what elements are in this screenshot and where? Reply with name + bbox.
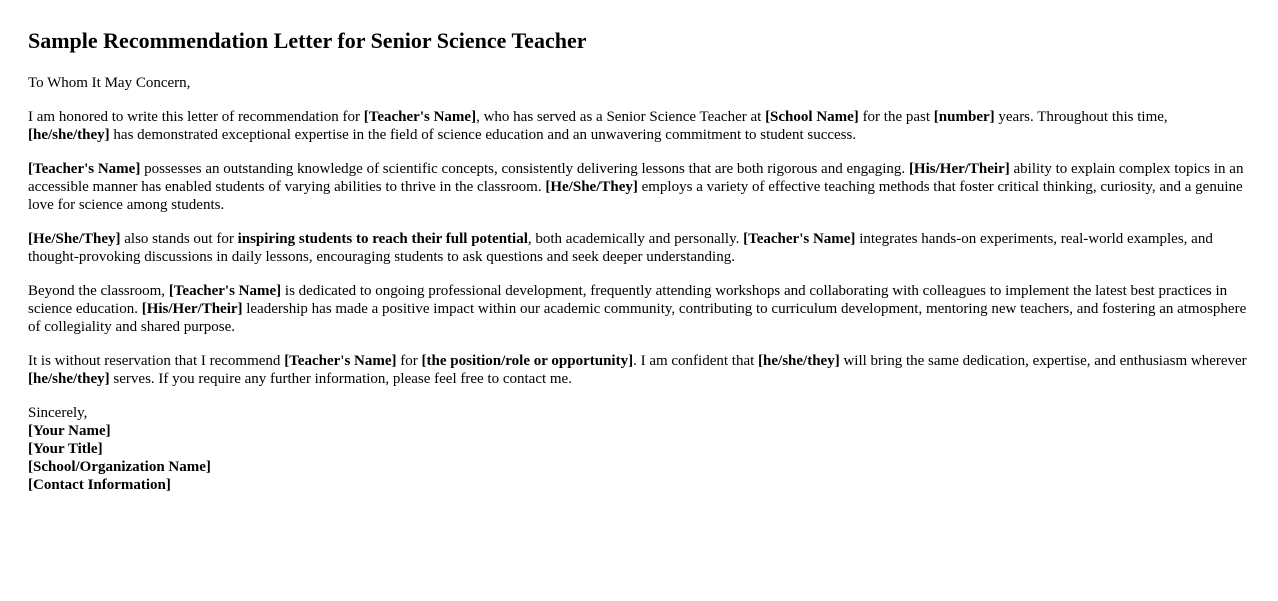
- body-text: is dedicated to ongoing professional development, frequently attending workshops and collaborating with colleagues to implement the latest best practices in science education.: [28, 283, 1228, 317]
- signer-name: [Your Name]: [28, 423, 111, 439]
- placeholder-text: [His/Her/Their]: [141, 301, 243, 317]
- body-text: has demonstrated exceptional expertise in the field of science education and an unwavering commitment to student success.: [109, 127, 857, 143]
- body-text: It is without reservation that I recommend: [28, 353, 285, 369]
- signer-organization: [School/Organization Name]: [28, 459, 211, 475]
- salutation: To Whom It May Concern,: [28, 75, 191, 91]
- body-text: . I am confident that: [633, 353, 759, 369]
- placeholder-text: [Teacher's Name]: [168, 283, 282, 299]
- signer-contact: [Contact Information]: [28, 477, 171, 493]
- body-text: ability to explain complex topics in an accessible manner has enabled students of varying abilities to thrive in the classroom.: [28, 161, 1244, 195]
- placeholder-text: [His/Her/Their]: [908, 161, 1010, 177]
- body-text: will bring the same dedication, expertise, and enthusiasm wherever: [839, 353, 1247, 369]
- paragraph-intro: [28, 108, 1250, 144]
- body-text: for: [396, 353, 422, 369]
- placeholder-text: [he/she/they]: [28, 127, 110, 143]
- body-text: for the past: [858, 109, 934, 125]
- placeholder-text: [he/she/they]: [758, 353, 840, 369]
- placeholder-text: inspiring students to reach their full potential: [237, 231, 528, 247]
- placeholder-text: [Teacher's Name]: [363, 109, 477, 125]
- body-text: , who has served as a Senior Science Teacher at: [476, 109, 766, 125]
- placeholder-text: [Teacher's Name]: [743, 231, 856, 247]
- placeholder-text: [He/She/They]: [545, 179, 638, 195]
- paragraph-knowledge: [28, 160, 1250, 214]
- placeholder-text: [number]: [933, 109, 995, 125]
- placeholder-text: [he/she/they]: [28, 371, 110, 387]
- body-text: possesses an outstanding knowledge of scientific concepts, consistently delivering lessons that are both rigorous and engaging.: [140, 161, 909, 177]
- body-text: also stands out for: [120, 231, 238, 247]
- placeholder-text: [the position/role or opportunity]: [421, 353, 634, 369]
- placeholder-text: [Teacher's Name]: [28, 161, 141, 177]
- paragraph-professional-development: [28, 282, 1250, 336]
- body-text: Beyond the classroom,: [28, 283, 169, 299]
- paragraph-inspiration: [28, 230, 1250, 266]
- placeholder-text: [Teacher's Name]: [284, 353, 397, 369]
- placeholder-text: [He/She/They]: [28, 231, 121, 247]
- body-text: years. Throughout this time,: [994, 109, 1168, 125]
- page-title: Sample Recommendation Letter for Senior Science Teacher: [28, 28, 587, 53]
- signer-title: [Your Title]: [28, 441, 103, 457]
- closing-block: [28, 404, 1250, 494]
- body-text: , both academically and personally.: [527, 231, 744, 247]
- body-text: serves. If you require any further information, please feel free to contact me.: [109, 371, 572, 387]
- body-text: integrates hands-on experiments, real-world examples, and thought-provoking discussions in daily lessons, encouraging students to ask questions and seek deeper understanding.: [28, 231, 1213, 265]
- signoff: Sincerely,: [28, 405, 88, 421]
- body-text: I am honored to write this letter of recommendation for: [28, 109, 364, 125]
- paragraph-recommendation: [28, 352, 1250, 388]
- body-text: leadership has made a positive impact within our academic community, contributing to curriculum development, mentoring new teachers, and fostering an atmosphere of collegiality and shared purpose.: [28, 301, 1247, 335]
- placeholder-text: [School Name]: [765, 109, 859, 125]
- body-text: employs a variety of effective teaching methods that foster critical thinking, curiosity, and a genuine love for science among students.: [28, 179, 1243, 213]
